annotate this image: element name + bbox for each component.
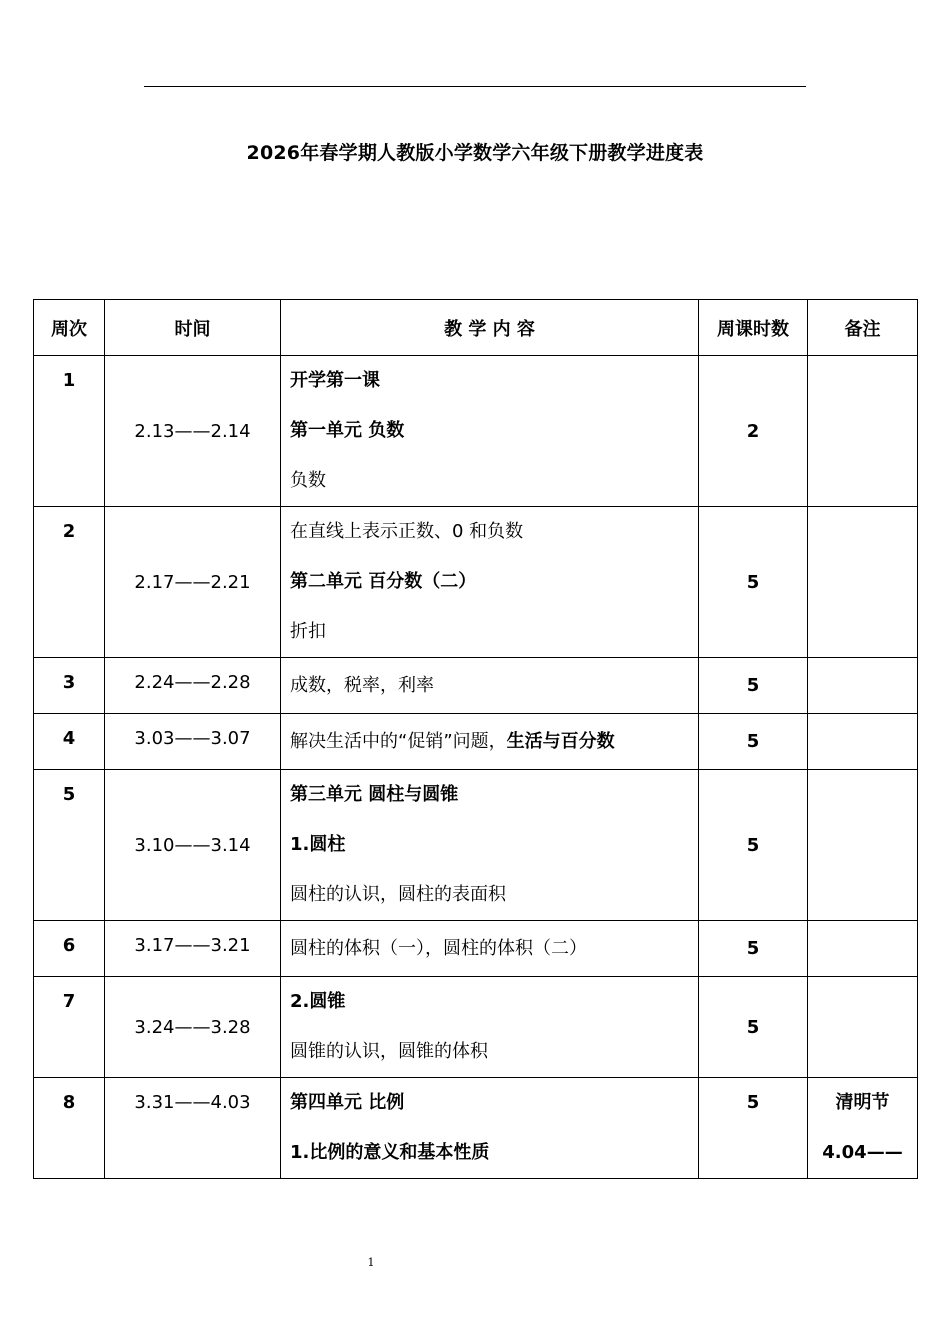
content-line: 2.圆锥	[290, 991, 346, 1012]
note-line: 4.04——	[822, 1142, 903, 1163]
time-cell: 3.10——3.14	[105, 770, 281, 921]
content-line: 在直线上表示正数、0 和负数	[290, 521, 524, 542]
page-number: 1	[367, 1256, 375, 1269]
content-cell	[281, 921, 699, 977]
content-line: 第三单元 圆柱与圆锥	[290, 784, 459, 805]
table-row	[34, 770, 918, 921]
table-row	[34, 977, 918, 1078]
content-line: 1.比例的意义和基本性质	[290, 1142, 490, 1163]
week-cell: 2	[34, 507, 105, 658]
week-cell: 3	[34, 658, 105, 714]
week-cell: 5	[34, 770, 105, 921]
content-line: 圆锥的认识，圆锥的体积	[290, 1041, 488, 1062]
time-cell: 3.24——3.28	[105, 977, 281, 1078]
week-cell: 6	[34, 921, 105, 977]
hours-cell: 5	[699, 507, 808, 658]
week-cell: 7	[34, 977, 105, 1078]
note-cell	[808, 770, 918, 921]
hours-cell: 5	[699, 1078, 808, 1179]
note-cell	[808, 714, 918, 770]
content-cell	[281, 658, 699, 714]
table-row	[34, 921, 918, 977]
table-header-row	[34, 300, 918, 356]
note-cell	[808, 658, 918, 714]
content-cell	[281, 1078, 699, 1179]
hours-cell: 5	[699, 770, 808, 921]
note-cell	[808, 921, 918, 977]
content-line: 1.圆柱	[290, 834, 346, 855]
content-line	[290, 714, 698, 769]
table-row	[34, 356, 918, 507]
note-cell	[808, 977, 918, 1078]
hours-cell: 5	[699, 658, 808, 714]
content-line: 第二单元 百分数（二）	[290, 571, 477, 592]
content-line: 圆柱的认识，圆柱的表面积	[290, 884, 506, 905]
time-cell: 2.13——2.14	[105, 356, 281, 507]
document-title: 2026年春学期人教版小学数学六年级下册教学进度表	[246, 142, 704, 164]
time-cell: 3.31——4.03	[105, 1078, 281, 1179]
hours-cell: 5	[699, 977, 808, 1078]
week-cell: 4	[34, 714, 105, 770]
content-cell	[281, 507, 699, 658]
content-cell	[281, 770, 699, 921]
header-content: 教 学 内 容	[281, 300, 699, 356]
time-cell: 3.03——3.07	[105, 714, 281, 770]
content-line: 折扣	[290, 621, 326, 642]
content-line: 负数	[290, 470, 326, 491]
content-line: 第四单元 比例	[290, 1092, 405, 1113]
week-cell: 8	[34, 1078, 105, 1179]
table-row	[34, 1078, 918, 1179]
table-row	[34, 714, 918, 770]
note-cell	[808, 356, 918, 507]
time-cell: 3.17——3.21	[105, 921, 281, 977]
header-note: 备注	[808, 300, 918, 356]
table-row	[34, 658, 918, 714]
content-cell	[281, 714, 699, 770]
header-time: 时间	[105, 300, 281, 356]
header-week: 周次	[34, 300, 105, 356]
time-cell: 2.24——2.28	[105, 658, 281, 714]
hours-cell: 2	[699, 356, 808, 507]
content-line: 第一单元 负数	[290, 420, 405, 441]
hours-cell: 5	[699, 714, 808, 770]
content-line: 圆柱的体积（一），圆柱的体积（二）	[290, 938, 587, 959]
note-line: 清明节	[835, 1092, 890, 1113]
note-cell	[808, 1078, 918, 1179]
content-line: 成数，税率，利率	[290, 675, 434, 696]
note-cell	[808, 507, 918, 658]
week-cell: 1	[34, 356, 105, 507]
schedule-table	[33, 299, 918, 1179]
content-text: 解决生活中的“促销”问题，	[290, 731, 507, 752]
hours-cell: 5	[699, 921, 808, 977]
time-cell: 2.17——2.21	[105, 507, 281, 658]
content-bold-text: 生活与百分数	[506, 731, 615, 752]
content-line: 开学第一课	[290, 370, 380, 391]
header-rule	[144, 86, 806, 87]
content-cell	[281, 977, 699, 1078]
header-hours: 周课时数	[699, 300, 808, 356]
content-cell	[281, 356, 699, 507]
table-row	[34, 507, 918, 658]
